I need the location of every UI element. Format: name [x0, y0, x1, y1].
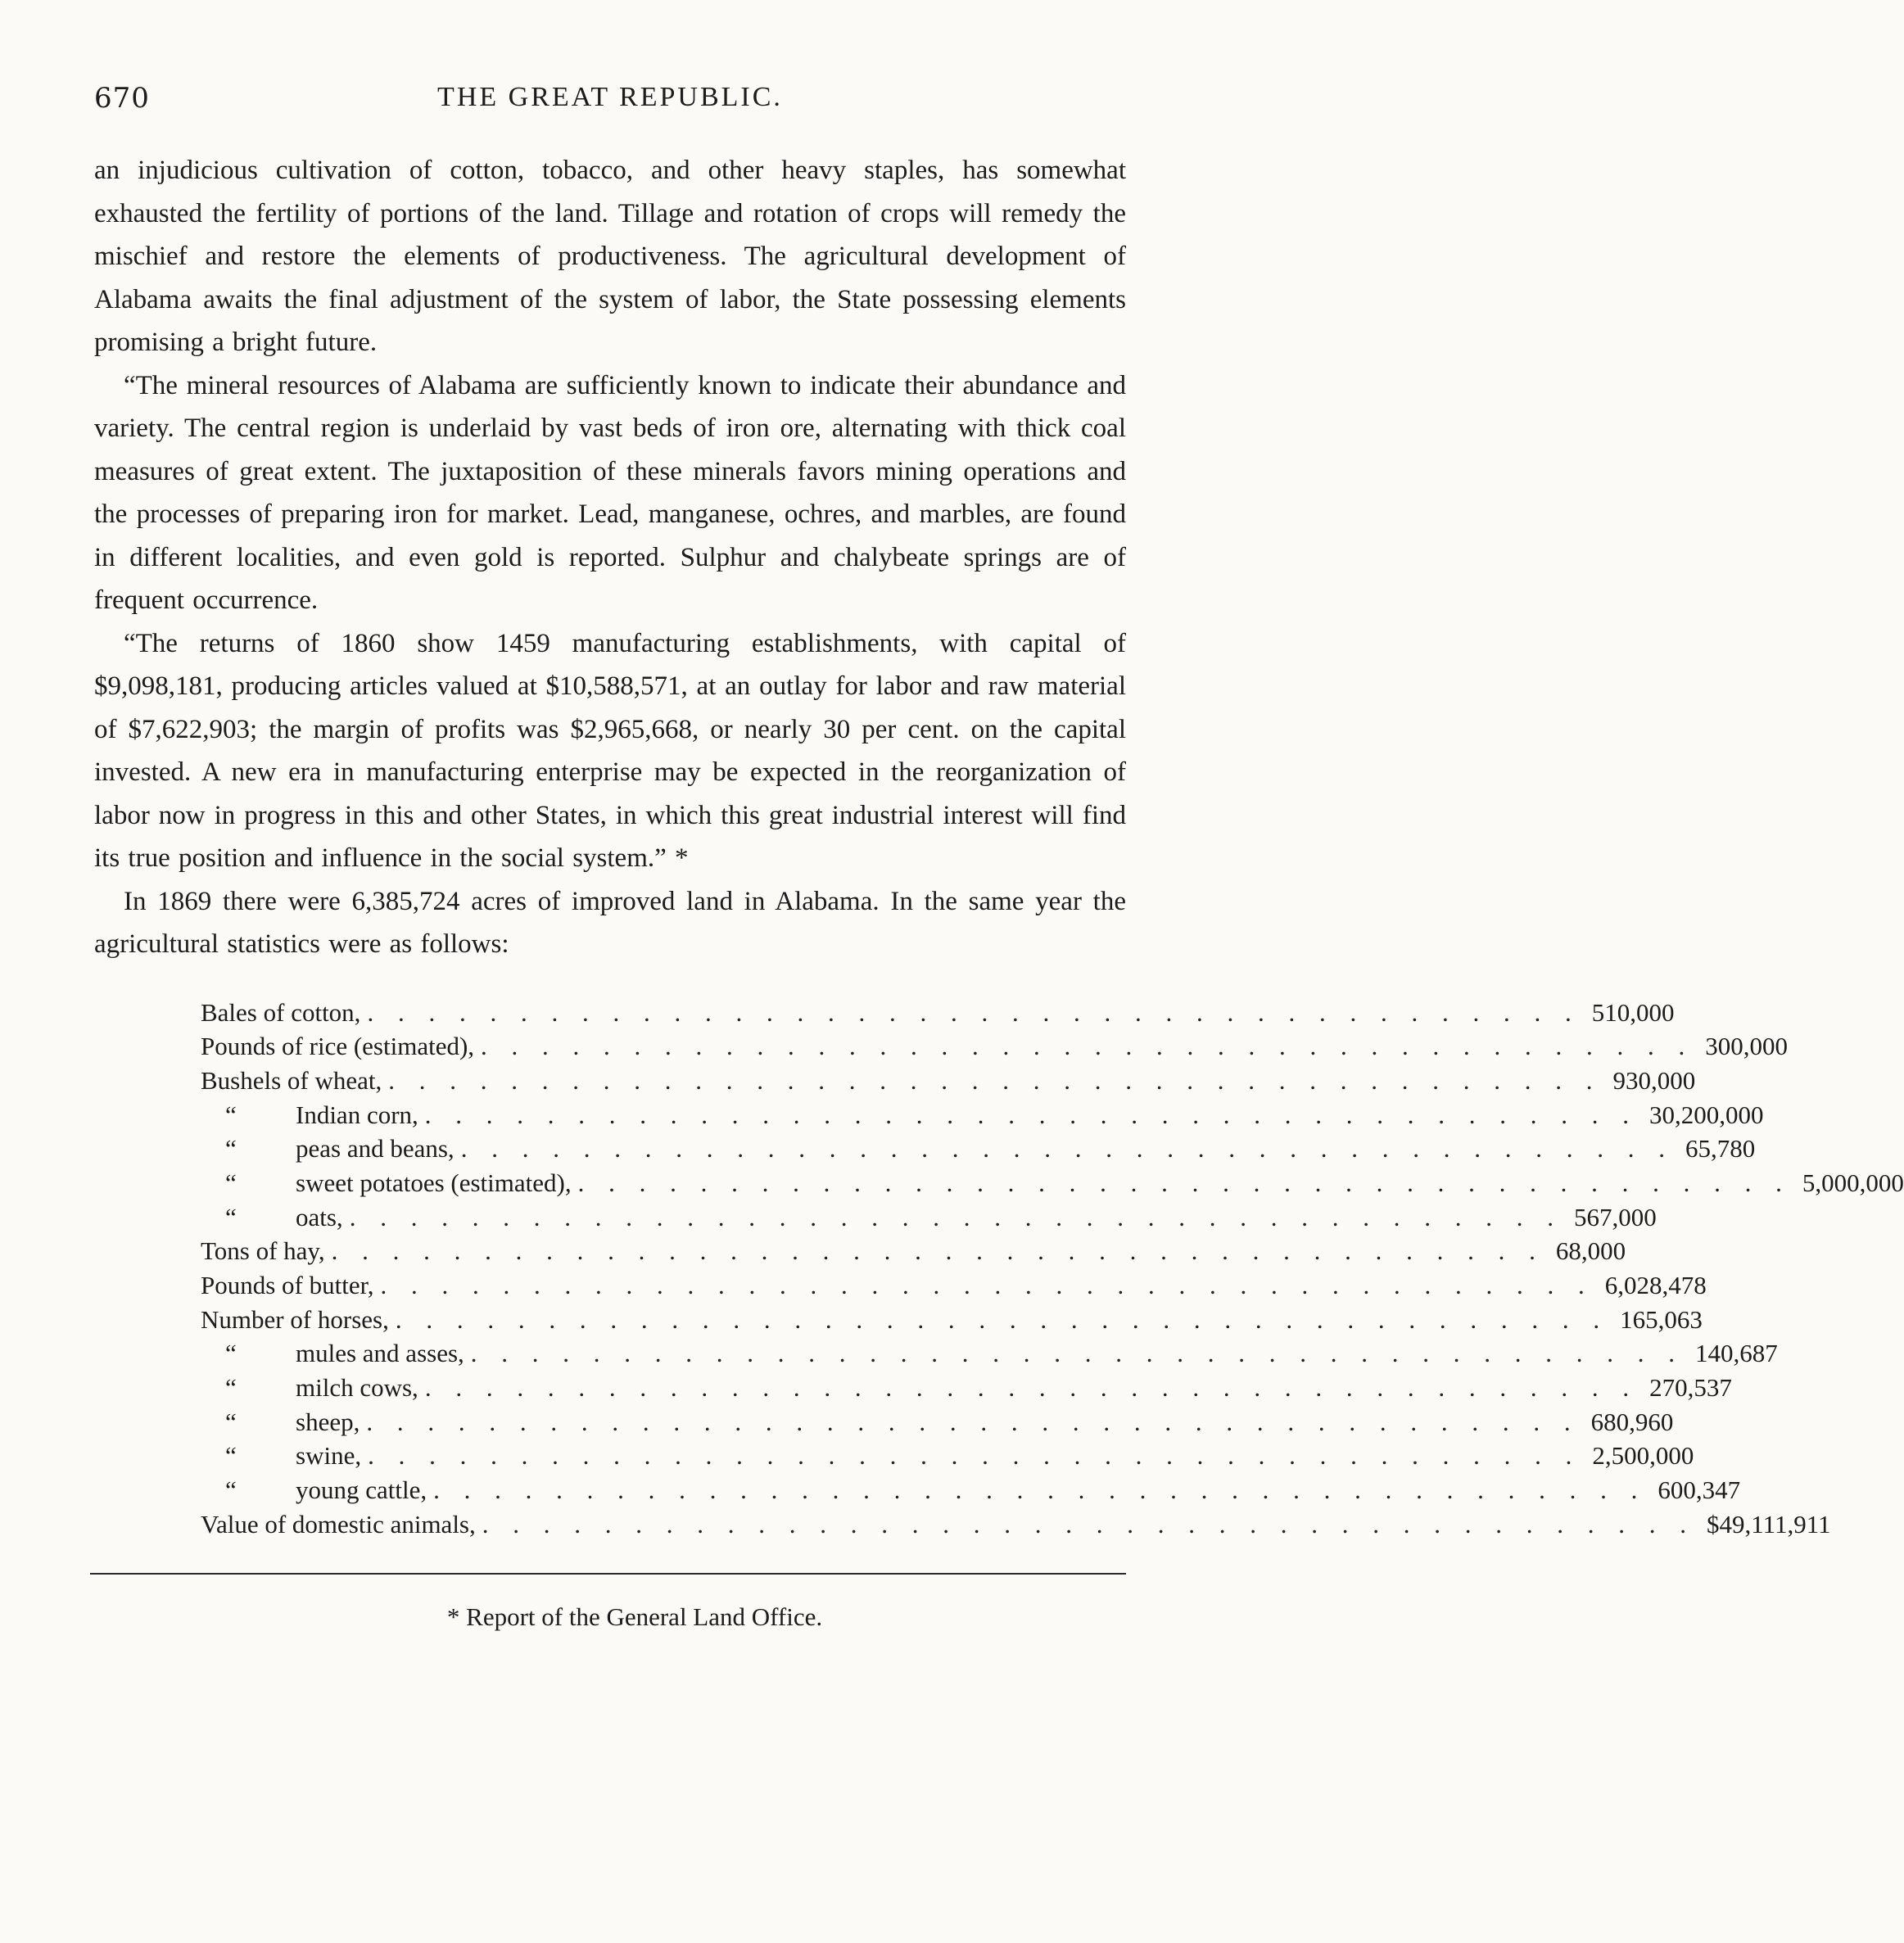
table-row	[201, 1234, 1626, 1268]
footnote: * Report of the General Land Office.	[446, 1602, 823, 1631]
paragraph: “The returns of 1860 show 1459 manufacturing establishments, with capital of $9,098,181, producing articles valued at $10,588,571, at an outlay for labor and raw material of $7,622,903; the margin of profits was $2,965,668, or nearly 30 per cent. on the capital invested. A new era in manufacturing enterprise may be expected in the reorganization of labor now in progress in this and other States, in which this great industrial interest will find its true position and influence in the social system.” *	[94, 628, 1126, 873]
table-row	[201, 1439, 1694, 1473]
dot-leader: . . . . . . . . . . . . . . . . . . . . . . . . . . . . . . . . . . . . . . . .	[433, 1475, 1647, 1505]
table-row	[201, 1132, 1756, 1166]
stat-label	[201, 1029, 474, 1064]
stat-value: 930,000	[1612, 1065, 1696, 1095]
dot-leader: . . . . . . . . . . . . . . . . . . . . . . . . . . . . . . . . . . . . . . . .	[331, 1236, 1544, 1266]
dot-leader: . . . . . . . . . . . . . . . . . . . . . . . . . . . . . . . . . . . . . . . .	[481, 1032, 1694, 1061]
stat-label-text: mules and asses,	[296, 1339, 464, 1368]
stat-value: $49,111,911	[1707, 1509, 1831, 1539]
table-row	[201, 1064, 1696, 1098]
stat-value: 165,063	[1620, 1304, 1703, 1334]
stat-label	[201, 1098, 418, 1132]
stat-label-text: sheep,	[296, 1407, 360, 1436]
agricultural-statistics-table	[201, 996, 1904, 1542]
table-row	[201, 1336, 1778, 1371]
table-row	[201, 1371, 1732, 1405]
ditto-mark: “	[225, 1100, 237, 1129]
table-row	[201, 1405, 1674, 1439]
stat-label	[201, 1371, 418, 1405]
table-row	[201, 1473, 1741, 1507]
stat-value: 270,537	[1649, 1373, 1732, 1403]
book-page	[94, 82, 1904, 1632]
stat-label	[201, 1064, 382, 1098]
stat-label-text: Value of domestic animals,	[201, 1509, 476, 1539]
stat-label-text: sweet potatoes (estimated),	[296, 1168, 572, 1197]
body-text	[94, 149, 1126, 966]
stat-label	[201, 996, 360, 1030]
stat-value: 680,960	[1590, 1407, 1674, 1436]
dot-leader: . . . . . . . . . . . . . . . . . . . . . . . . . . . . . . . . . . . . . . . .	[349, 1202, 1563, 1231]
stat-label-text: milch cows,	[296, 1373, 418, 1403]
stat-label	[201, 1303, 389, 1337]
stat-value: 30,200,000	[1649, 1100, 1764, 1129]
ditto-mark: “	[225, 1339, 237, 1368]
dot-leader: . . . . . . . . . . . . . . . . . . . . . . . . . . . . . . . . . . . . . . . .	[368, 1441, 1581, 1471]
table-row	[201, 996, 1675, 1030]
ditto-mark: “	[225, 1373, 237, 1403]
stat-label	[201, 1473, 427, 1507]
footnote-divider	[90, 1573, 1126, 1575]
stat-label	[201, 1132, 455, 1166]
dot-leader: . . . . . . . . . . . . . . . . . . . . . . . . . . . . . . . . . . . . . . . .	[577, 1168, 1791, 1197]
dot-leader: . . . . . . . . . . . . . . . . . . . . . . . . . . . . . . . . . . . . . . . .	[366, 1407, 1580, 1436]
stat-label	[201, 1166, 572, 1200]
dot-leader: . . . . . . . . . . . . . . . . . . . . . . . . . . . . . . . . . . . . . . . .	[395, 1304, 1609, 1334]
stat-label-text: peas and beans,	[296, 1134, 455, 1164]
ditto-mark: “	[225, 1168, 237, 1197]
dot-leader: . . . . . . . . . . . . . . . . . . . . . . . . . . . . . . . . . . . . . . . .	[424, 1100, 1639, 1129]
ditto-mark: “	[225, 1202, 237, 1231]
stat-label	[201, 1336, 464, 1371]
stat-label	[201, 1507, 476, 1542]
stat-value: 567,000	[1573, 1202, 1657, 1231]
running-head	[94, 82, 1126, 131]
paragraph: “The mineral resources of Alabama are sufficiently known to indicate their abundance and variety. The central region is underlaid by vast beds of iron ore, alternating with thick coal measures of great extent. The juxtaposition of these minerals favors mining operations and the processes of preparing iron for market. Lead, manganese, ochres, and marbles, are found in different localities, and even gold is reported. Sulphur and chalybeate springs are of frequent occurrence.	[94, 370, 1126, 615]
stat-label-text: Pounds of rice (estimated),	[201, 1032, 475, 1061]
dot-leader: . . . . . . . . . . . . . . . . . . . . . . . . . . . . . . . . . . . . . . . .	[367, 997, 1581, 1027]
ditto-mark: “	[225, 1134, 237, 1164]
stat-value: 300,000	[1705, 1032, 1789, 1061]
dot-leader: . . . . . . . . . . . . . . . . . . . . . . . . . . . . . . . . . . . . . . . .	[380, 1271, 1594, 1299]
stat-value: 65,780	[1685, 1134, 1756, 1164]
stat-value: 5,000,000	[1802, 1168, 1904, 1197]
table-row	[201, 1029, 1789, 1064]
table-row	[201, 1507, 1831, 1542]
stat-label	[201, 1268, 373, 1303]
dot-leader: . . . . . . . . . . . . . . . . . . . . . . . . . . . . . . . . . . . . . . . .	[460, 1134, 1674, 1164]
ditto-mark: “	[225, 1441, 237, 1471]
stat-label	[201, 1200, 343, 1235]
stat-value: 600,347	[1658, 1475, 1741, 1505]
stat-value: 140,687	[1695, 1339, 1778, 1368]
paragraph: an injudicious cultivation of cotton, tobacco, and other heavy staples, has somewhat exhausted the fertility of portions of the land. Tillage and rotation of crops will remedy the mischief and restore the elements of productiveness. The agricultural development of Alabama awaits the final adjustment of the system of labor, the State possessing elements promising a bright future.	[94, 156, 1126, 357]
stat-label-text: Indian corn,	[296, 1100, 418, 1129]
stat-label-text: Tons of hay,	[201, 1236, 325, 1266]
stat-value: 2,500,000	[1592, 1441, 1694, 1471]
ditto-mark: “	[225, 1475, 237, 1505]
stat-label-text: Bushels of wheat,	[201, 1065, 382, 1095]
stat-label-text: Pounds of butter,	[201, 1271, 374, 1299]
stat-value: 6,028,478	[1604, 1271, 1707, 1299]
stat-label-text: Bales of cotton,	[201, 997, 361, 1027]
stat-value: 510,000	[1591, 997, 1675, 1027]
stat-label	[201, 1234, 325, 1268]
table-row	[201, 1166, 1904, 1200]
paragraph: In 1869 there were 6,385,724 acres of improved land in Alabama. In the same year the agricultural statistics were as follows:	[94, 886, 1126, 959]
stat-label	[201, 1439, 361, 1473]
running-title: THE GREAT REPUBLIC.	[437, 82, 783, 112]
table-row	[201, 1303, 1703, 1337]
dot-leader: . . . . . . . . . . . . . . . . . . . . . . . . . . . . . . . . . . . . . . . .	[424, 1373, 1639, 1403]
table-row	[201, 1200, 1657, 1235]
stat-label-text: oats,	[296, 1202, 343, 1231]
stat-label	[201, 1405, 360, 1439]
page-number: 670	[94, 82, 150, 115]
table-row	[201, 1098, 1764, 1132]
table-row	[201, 1268, 1707, 1303]
stat-value: 68,000	[1555, 1236, 1626, 1266]
dot-leader: . . . . . . . . . . . . . . . . . . . . . . . . . . . . . . . . . . . . . . . .	[470, 1339, 1685, 1368]
dot-leader: . . . . . . . . . . . . . . . . . . . . . . . . . . . . . . . . . . . . . . . .	[482, 1509, 1695, 1539]
dot-leader: . . . . . . . . . . . . . . . . . . . . . . . . . . . . . . . . . . . . . . . .	[388, 1065, 1602, 1095]
ditto-mark: “	[225, 1407, 237, 1436]
stat-label-text: swine,	[296, 1441, 362, 1471]
stat-label-text: Number of horses,	[201, 1304, 389, 1334]
stat-label-text: young cattle,	[296, 1475, 427, 1505]
